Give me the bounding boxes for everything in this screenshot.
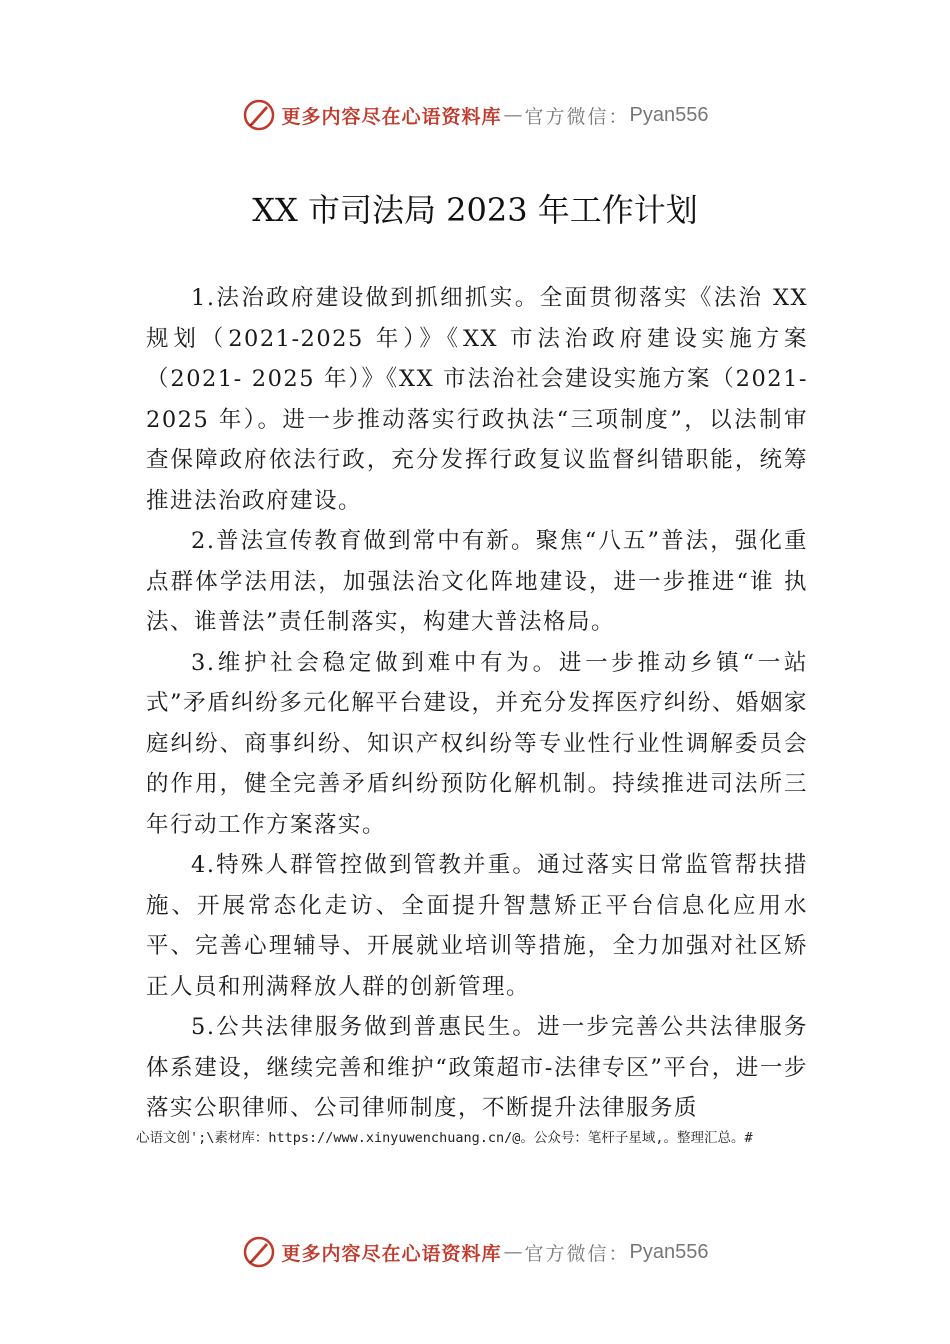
banner-dash: —: [503, 104, 523, 126]
wechat-label: 官方微信：: [524, 105, 630, 128]
wechat-id: Pyan556: [629, 1240, 709, 1263]
wechat-label: 官方微信：: [524, 1242, 630, 1265]
banner-dash: —: [503, 1241, 523, 1263]
document-title: XX 市司法局 2023 年工作计划: [252, 191, 698, 229]
paragraph: 5.公共法律服务做到普惠民生。进一步完善公共法律服务体系建设，继续完善和维护“政策超市-法律专区”平台，进一步落实公职律师、公司律师制度，不断提升法律服务质: [146, 1014, 808, 1121]
footer-source-note: 心语文创';\素材库：https://www.xinyuwenchuang.cn/@。公众号：笔杆子星域,。整理汇总。#: [136, 1130, 753, 1146]
quill-pen-logo-icon: [242, 1235, 276, 1269]
paragraph: 3.维护社会稳定做到难中有为。进一步推动乡镇“一站式”矛盾纠纷多元化解平台建设，并充分发挥医疗纠纷、婚姻家庭纠纷、商事纠纷、知识产权纠纷等专业性行业性调解委员会的作用，健全完善矛盾纠纷预防化解机制。持续推进司法所三年行动工作方案落实。: [146, 649, 808, 838]
header-watermark-banner: [0, 95, 950, 135]
paragraph: 1.法治政府建设做到抓细抓实。全面贯彻落实《法治 XX 规划（2021-2025 年）》《XX 市法治政府建设实施方案（2021- 2025 年）》《XX 市法治社会建设实施方案（2021-2025 年）。进一步推动落实行政执法“三项制度”，以法制审查保障政府依法行政，充分发挥行政复议监督纠错职能，统筹推进法治政府建设。: [146, 285, 808, 514]
quill-pen-logo-icon: [242, 98, 276, 132]
brand-text: 更多内容尽在心语资料库: [281, 1242, 502, 1265]
paragraph: 2.普法宣传教育做到常中有新。聚焦“八五”普法，强化重点群体学法用法，加强法治文化阵地建设，进一步推进“谁 执法、谁普法”责任制落实，构建大普法格局。: [146, 528, 808, 635]
footer-watermark-banner: [0, 1232, 950, 1272]
document-body: [146, 278, 808, 1129]
wechat-id: Pyan556: [629, 103, 709, 126]
brand-text: 更多内容尽在心语资料库: [281, 105, 502, 128]
paragraph: 4.特殊人群管控做到管教并重。通过落实日常监管帮扶措施、开展常态化走访、全面提升智慧矫正平台信息化应用水平、完善心理辅导、开展就业培训等措施，全力加强对社区矫正人员和刑满释放人群的创新管理。: [146, 852, 808, 1000]
